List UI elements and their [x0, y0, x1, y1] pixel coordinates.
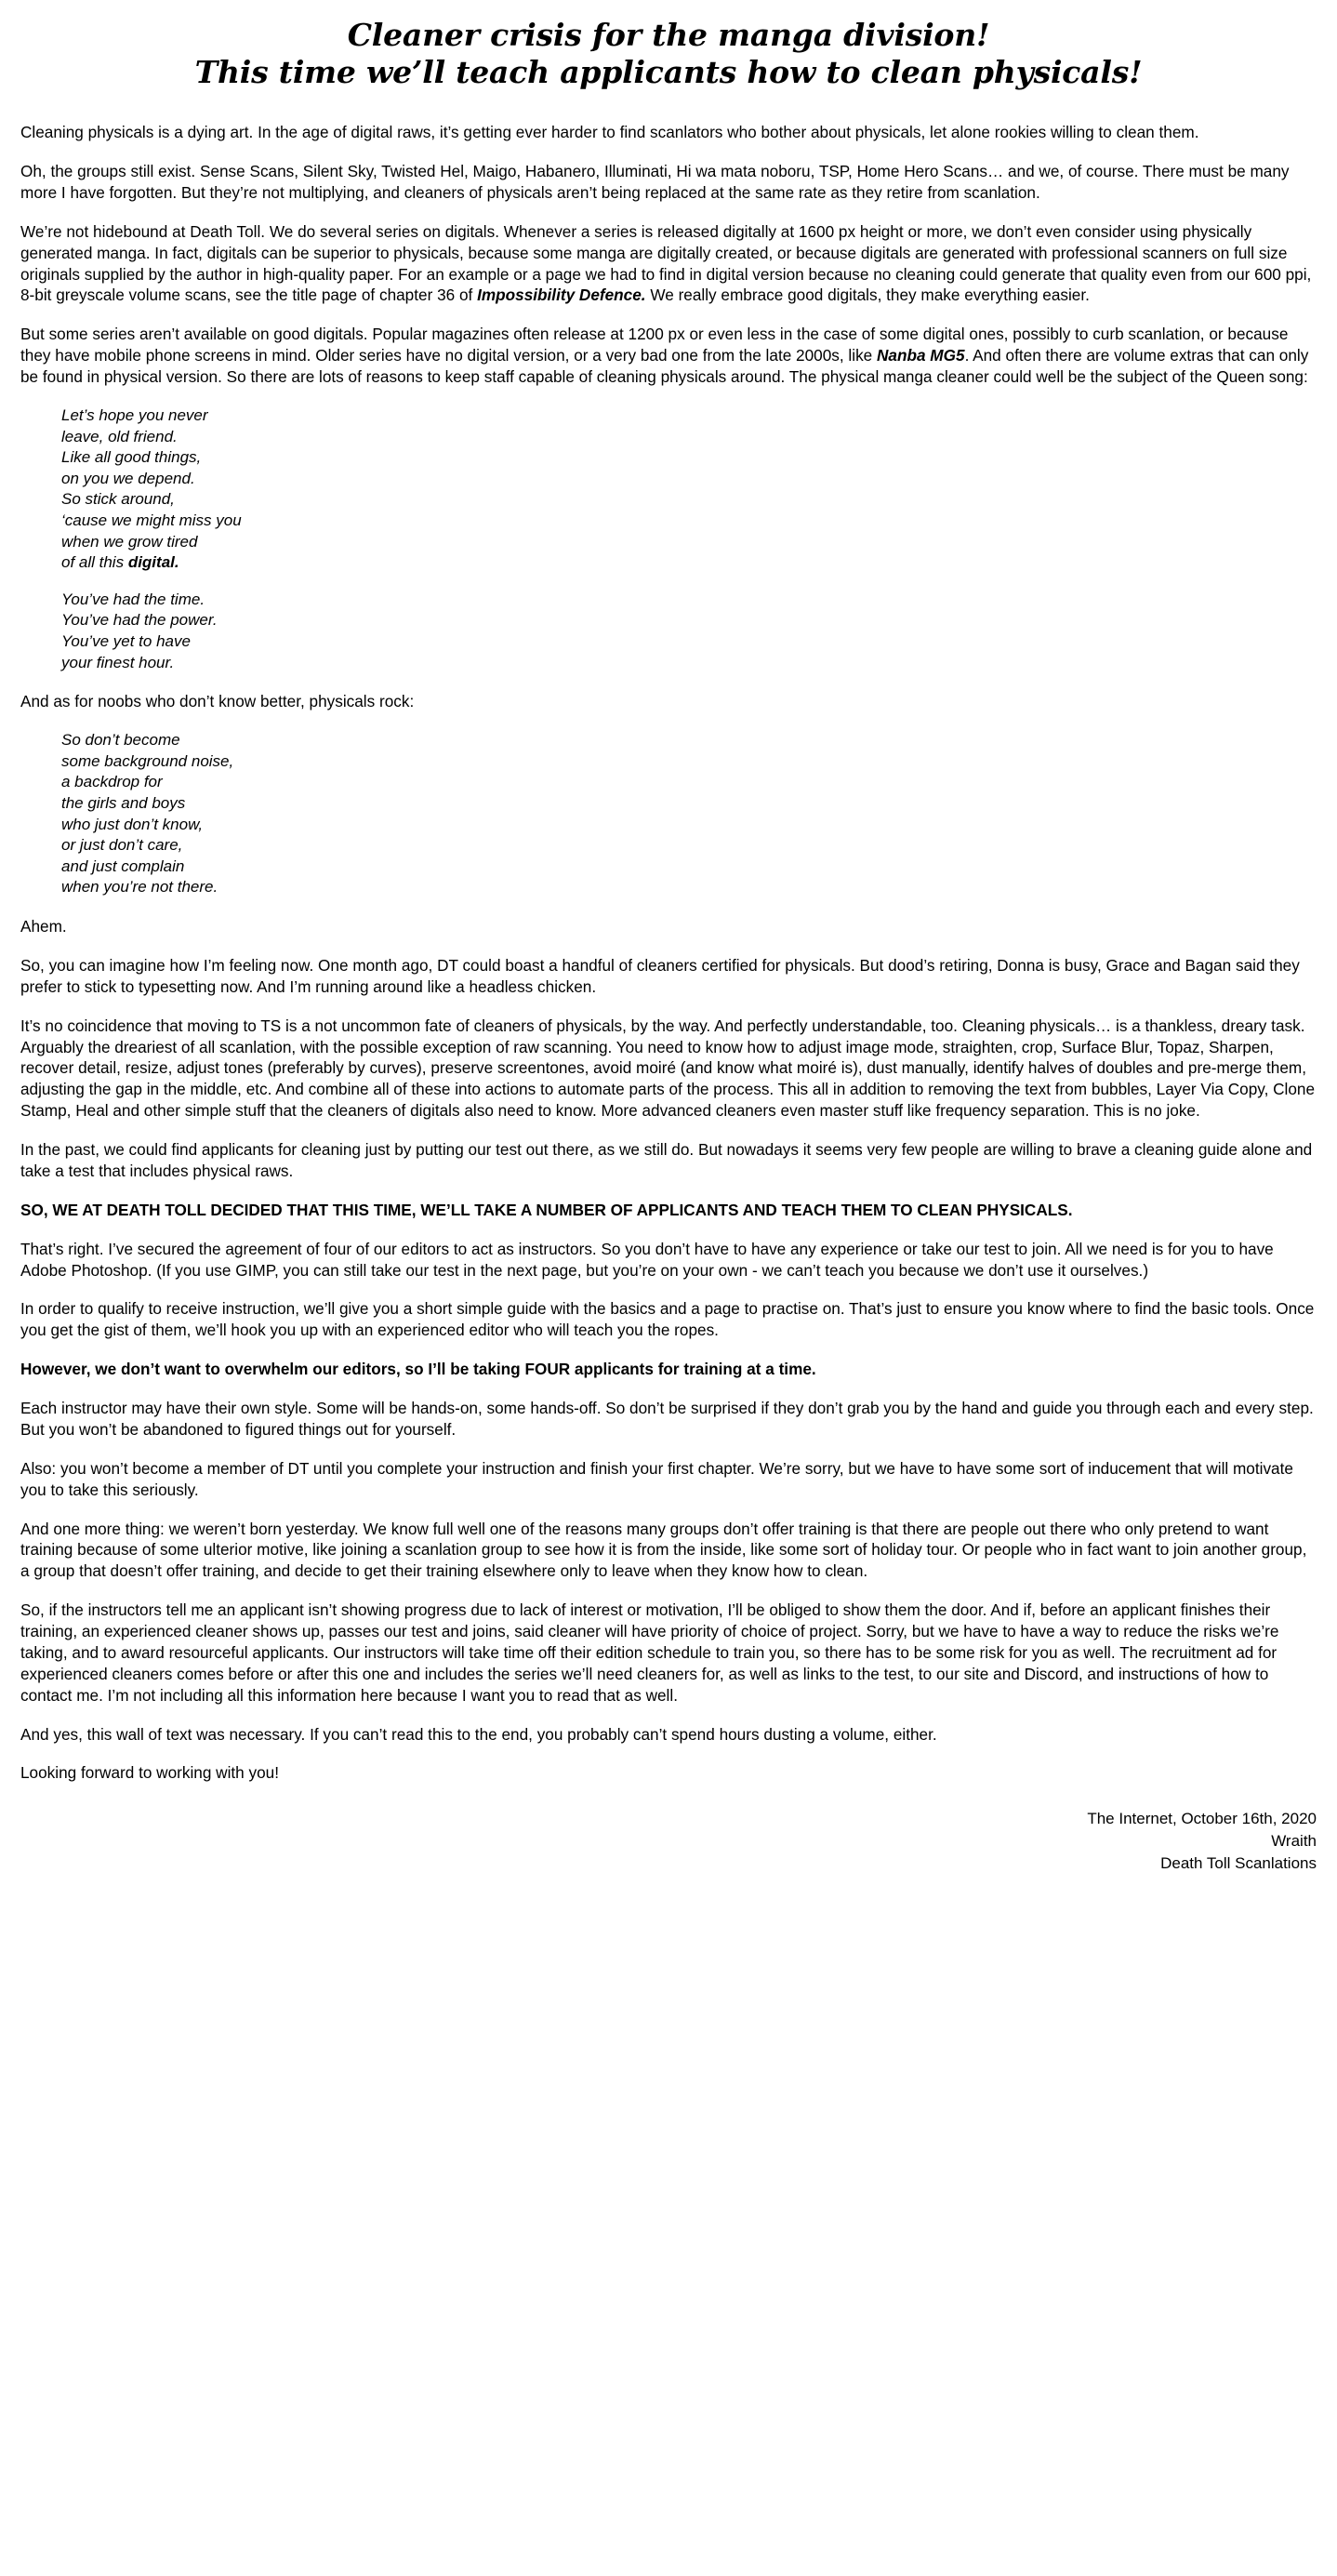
signature-block — [20, 1808, 1317, 1874]
title-line-1: Cleaner crisis for the manga division! — [347, 17, 990, 53]
paragraph-terms: So, if the instructors tell me an applicant isn’t showing progress due to lack of interest or motivation, I’ll be obliged to show them the door. And if, before an applicant finishes their training, an experienced cleaner shows up, passes our test and joins, said cleaner will have priority of choice of project. Sorry, but we have to have a way to reduce the risks we’re taking, and to award resourceful applicants. Our instructors will take time off their edition schedule to train you, so there has to be some risk for you as well. The recruitment ad for experienced cleaners comes before or after this one and includes the series we’ll need cleaners for, as well as links to the test, to our site and Discord, and instructions of how to contact me. I’m not including all this information here because I want you to read that as well. — [20, 1600, 1279, 1705]
paragraph-instructors: That’s right. I’ve secured the agreement of four of our editors to act as instructors. So you don’t have to have any experience or take our test to join. All we need is for you to have Adobe Photoshop. (If you use GIMP, you can still take our test in the next page, but you’re on your own - we can’t teach you because we don’t use it ourselves.) — [20, 1239, 1274, 1280]
quote-line: a backdrop for — [61, 773, 163, 791]
paragraph-staffing-situation: So, you can imagine how I’m feeling now. One month ago, DT could boast a handful of cleaners certified for physicals. But dood’s retiring, Donna is busy, Grace and Bagan said they prefer to stick to typesetting now. And I’m running around like a headless chicken. — [20, 955, 1300, 996]
paragraph-physicals-part1: But some series aren’t available on good digitals. Popular magazines often release at 1200 px or even less in the case of some digital ones, possibly to curb scanlation, or because they have mobile phone screens in mind. Older series have no digital version, or a very bad one from the late 2000s, like — [20, 325, 1289, 365]
quote-line: You’ve had the power. — [61, 611, 218, 630]
song-quote-first — [20, 405, 1317, 673]
paragraph-closing: Looking forward to working with you! — [20, 1763, 280, 1783]
quote-line: leave, old friend. — [61, 427, 178, 445]
paragraph-physicals-part2: . And often there are volume extras that can only be found in physical version. So there are lots of reasons to keep staff capable of cleaning physicals around. The physical manga cleaner could well be the subject of the Queen song: — [20, 346, 1309, 387]
quote-stanza-3 — [61, 730, 1317, 898]
title-line-2: This time we’ll teach applicants how to clean physicals! — [194, 53, 1143, 90]
paragraph-noobs: And as for noobs who don’t know better, physicals rock: — [20, 692, 415, 711]
paragraph-warning: And one more thing: we weren’t born yesterday. We know full well one of the reasons many groups don’t offer training is that there are people out there who only pretend to want training because of some ulterior motive, like joining a scanlation group to see how it is from the inside, like some sort of holiday tour. Or people who in fact want to join another group, a group that doesn’t offer training, and decide to get their training elsewhere only to leave when they know how to clean. — [20, 1519, 1307, 1581]
paragraph-intro: Cleaning physicals is a dying art. In the age of digital raws, it’s getting ever harder to find scanlators who bother about physicals, let alone rookies willing to clean them. — [20, 123, 1199, 142]
paragraph-physicals-reasons — [20, 324, 1317, 388]
paragraph-ahem: Ahem. — [20, 917, 67, 936]
paragraph-groups: Oh, the groups still exist. Sense Scans, Silent Sky, Twisted Hel, Maigo, Habanero, Illuminati, Hi wa mata noboru, TSP, Home Hero Scans… and we, of course. There must be many more I have forgotten. But they’re not multiplying, and cleaners of physicals aren’t being replaced at the same rate as they retire from scanlation. — [20, 162, 1290, 202]
signature-source: The Internet, October 16th, 2020 — [1087, 1810, 1317, 1828]
quote-line: or just don’t care, — [61, 836, 183, 855]
quote-line: the girls and boys — [61, 793, 186, 812]
series-title-impossibility-defence: Impossibility Defence. — [477, 285, 646, 305]
paragraph-instructor-styles: Each instructor may have their own style. Some will be hands-on, some hands-off. So don’t be surprised if they don’t grab you by the hand and guide you through each and every step. But you won’t be abandoned to figured things out for yourself. — [20, 1399, 1314, 1439]
quote-stanza-1 — [61, 405, 1317, 574]
quote-line: when you’re not there. — [61, 878, 218, 896]
quote-line: when we grow tired — [61, 532, 198, 551]
song-quote-second — [20, 730, 1317, 898]
paragraph-cleaning-skills: It’s no coincidence that moving to TS is a not uncommon fate of cleaners of physicals, by the way. And perfectly understandable, too. Cleaning physicals… is a thankless, dreary task. Arguably the dreariest of all scanlation, with the possible exception of raw scanning. You need to know how to adjust image mode, straighten, crop, Surface Blur, Topaz, Sharpen, recover detail, resize, adjust tones (preferably by curves), preserve screentones, avoid moiré (and know what moiré is), dust manually, identify halves of doubles and pre-merge them, adjusting the gap in the middle, etc. And combine all of these into actions to automate parts of the process. This all in addition to removing the text from bubbles, Layer Via Copy, Clone Stamp, Heal and other simple stuff that the cleaners of digitals also need to know. More advanced cleaners even master stuff like frequency separation. This is no joke. — [20, 1016, 1316, 1121]
quote-line-final-emphasis: digital. — [127, 553, 179, 572]
quote-line: on you we depend. — [61, 469, 195, 487]
quote-line: So stick around, — [61, 490, 175, 509]
signature-author: Wraith — [1271, 1832, 1317, 1851]
paragraph-recruitment-history: In the past, we could find applicants for cleaning just by putting our test out there, as we still do. But nowadays it seems very few people are willing to brave a cleaning guide alone and take a test that includes physical raws. — [20, 1140, 1313, 1180]
quote-line-final — [61, 552, 1317, 574]
paragraph-digitals-part2: We really embrace good digitals, they make everything easier. — [645, 285, 1090, 305]
paragraph-membership-condition: Also: you won’t become a member of DT until you complete your instruction and finish your first chapter. We’re sorry, but we have to have some sort of inducement that will motivate you to take this seriously. — [20, 1458, 1293, 1499]
quote-line: and just complain — [61, 856, 185, 875]
page-title — [20, 17, 1317, 90]
paragraph-digitals-part1: We’re not hidebound at Death Toll. We do several series on digitals. Whenever a series is released digitally at 1600 px height or more, we don’t even consider using physically generated manga. In fact, digitals can be superior to physicals, because some manga are digitally created, or because digitals are generated with professional scanners on full size originals supplied by the author in high-quality paper. For an example or a page we had to find in digital version because no cleaning could generate that quality even from our 600 ppi, 8-bit greyscale volume scans, see the title page of chapter 36 of — [20, 221, 1312, 305]
paragraph-digitals — [20, 221, 1317, 307]
quote-line: some background noise, — [61, 751, 234, 770]
quote-stanza-2 — [61, 590, 1317, 673]
quote-line: So don’t become — [61, 731, 180, 750]
series-title-nanba-mg5: Nanba MG5 — [877, 346, 965, 365]
quote-line: your finest hour. — [61, 653, 175, 671]
quote-line: Let’s hope you never — [61, 405, 208, 424]
quote-line: You’ve had the time. — [61, 590, 205, 608]
paragraph-qualification: In order to qualify to receive instruction, we’ll give you a short simple guide with the basics and a page to practise on. That’s just to ensure you know where to find the basic tools. Once you get the gist of them, we’ll hook you up with an experienced editor who will teach you the ropes. — [20, 1299, 1315, 1340]
signature-group: Death Toll Scanlations — [1160, 1853, 1317, 1872]
document-body — [20, 122, 1317, 1874]
quote-line: who just don’t know, — [61, 815, 204, 833]
quote-line: ‘cause we might miss you — [61, 511, 242, 529]
quote-line: You’ve yet to have — [61, 632, 191, 651]
paragraph-announcement: SO, WE AT DEATH TOLL DECIDED THAT THIS TIME, WE’LL TAKE A NUMBER OF APPLICANTS AND TEACH THEM TO CLEAN PHYSICALS. — [20, 1200, 1073, 1219]
quote-line-final-prefix: of all this — [61, 553, 128, 572]
paragraph-applicant-limit: However, we don’t want to overwhelm our editors, so I’ll be taking FOUR applicants for training at a time. — [20, 1360, 816, 1379]
paragraph-wall-of-text: And yes, this wall of text was necessary. If you can’t read this to the end, you probably can’t spend hours dusting a volume, either. — [20, 1724, 937, 1744]
quote-line: Like all good things, — [61, 448, 202, 467]
